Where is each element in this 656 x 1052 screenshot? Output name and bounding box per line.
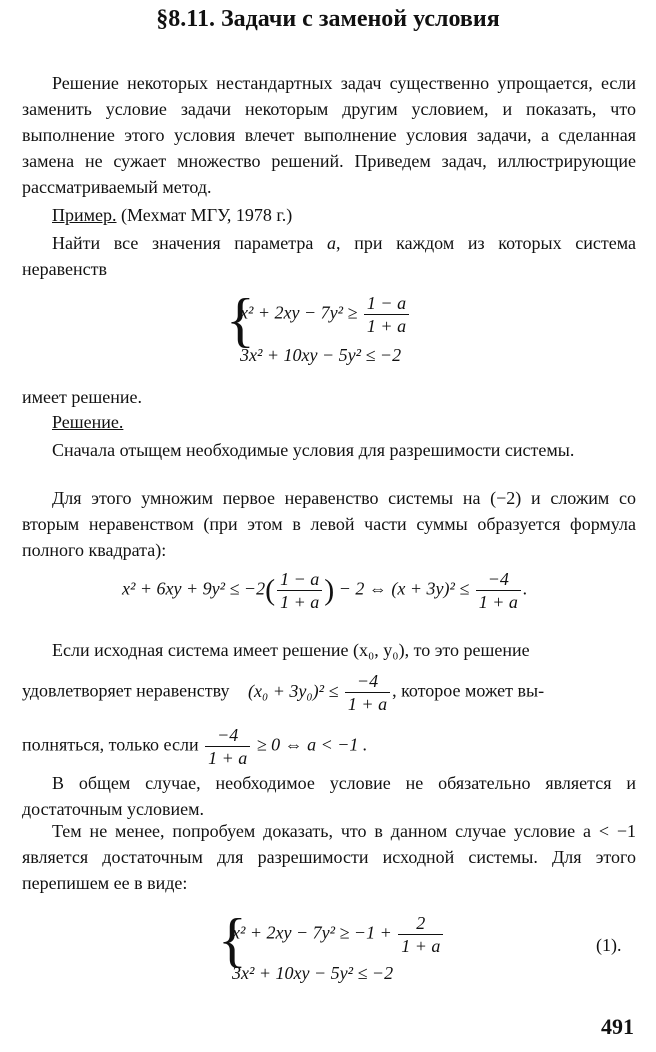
system2-brace: { [218,907,247,973]
system2-label: (1). [596,935,622,955]
only-if-text: полняться, только если [22,734,199,755]
task-param: a [327,233,337,253]
if-expression: (x₀ + 3y₀)² ≤ [248,680,339,701]
system1-line1 [240,292,411,337]
system-brace: { [226,287,255,353]
intro-paragraph: Решение некоторых нестандартных задач существенно упрощается, если заменить условие задачи некоторым другим условием, и показать, что выполнение этого условия влечет выполнение условия задачи, а сделанная замена не сужает множество решений. Приведем задач, иллюстрирующие рассматриваемый метод. [22,73,636,197]
first-step-paragraph: Сначала отыщем необходимые условия для разрешимости системы. [52,440,575,460]
example-source: (Мехмат МГУ, 1978 г.) [116,205,293,225]
general-paragraph: В общем случае, необходимое условие не обязательно является и достаточным условием. [22,773,636,819]
has-solution-text: имеет решение. [22,387,142,407]
system1-line1-text: x² + 2xy − 7y² ≥ [240,302,358,323]
equation-end: . [522,578,528,599]
if-text: удовлетворяет неравенству [22,680,230,701]
only-if-fraction [205,724,250,769]
system2-line1-text: x² + 2xy − 7y² ≥ −1 + [232,922,392,943]
equation-middle: − 2 ⇔ (x + 3y)² ≤ [338,578,470,599]
fraction-denominator: 1 + a [401,936,441,956]
task-paragraph [22,230,636,282]
system1-line2: 3x² + 10xy − 5y² ≤ −2 [240,345,402,365]
task-text-a: Найти все значения параметра [52,233,328,253]
nevertheless-paragraph: Тем не менее, попробуем доказать, что в данном случае условие a < −1 является достаточным для разрешимости исходной системы. Для этого перепишем ее в виде: [22,821,636,893]
system2-line2: 3x² + 10xy − 5y² ≤ −2 [232,963,394,983]
fraction-denominator: 1 + a [208,748,248,768]
if-fraction [345,670,390,715]
equation-left: x² + 6xy + 9y² ≤ −2 [122,578,266,599]
system2-fraction [398,912,443,957]
fraction-denominator: 1 + a [280,592,320,612]
section-title: §8.11. Задачи с заменой условия [156,6,500,32]
fraction-numerator: 1 − a [364,292,409,315]
fraction-numerator: −4 [205,724,250,747]
fraction-denominator: 1 + a [347,694,388,714]
fraction-numerator: 2 [398,912,443,935]
fraction-numerator: −4 [476,568,521,591]
equation-fraction-1 [277,568,322,613]
system1-fraction [364,292,409,337]
equation-fraction-2 [476,568,521,613]
system2-line1 [232,912,445,957]
if-paragraph-line1: Если исходная система имеет решение (x₀, y₀), то это решение [52,640,530,660]
example-label: Пример. [52,205,117,225]
main-equation: x² + 6xy + 9y² ≤ −2( $\frac{1 - a}{1 + a}$ ) − 2 ⇔ (x + 3y)² ≤ $\frac{-4}{1 + a}$ . [122,569,528,612]
example-line [52,205,292,226]
if-paragraph-line2 [22,670,544,715]
only-if-condition: ≥ 0 ⇔ a < −1 . [256,734,368,755]
fraction-denominator: 1 + a [478,592,518,612]
fraction-numerator: 1 − a [277,568,322,591]
solution-label: Решение. [52,412,124,432]
multiply-paragraph: Для этого умножим первое неравенство системы на (−2) и сложим со вторым неравенством (при этом в левой части суммы образуется формула полного квадрата): [22,488,636,560]
fraction-numerator: −4 [345,670,390,693]
if-tail: , которое может вы- [392,680,545,701]
task-text-b: , при каждом из которых система неравенств [22,233,636,279]
only-if-line [22,724,367,769]
fraction-denominator: 1 + a [366,316,407,336]
page-number: 491 [601,1014,634,1039]
